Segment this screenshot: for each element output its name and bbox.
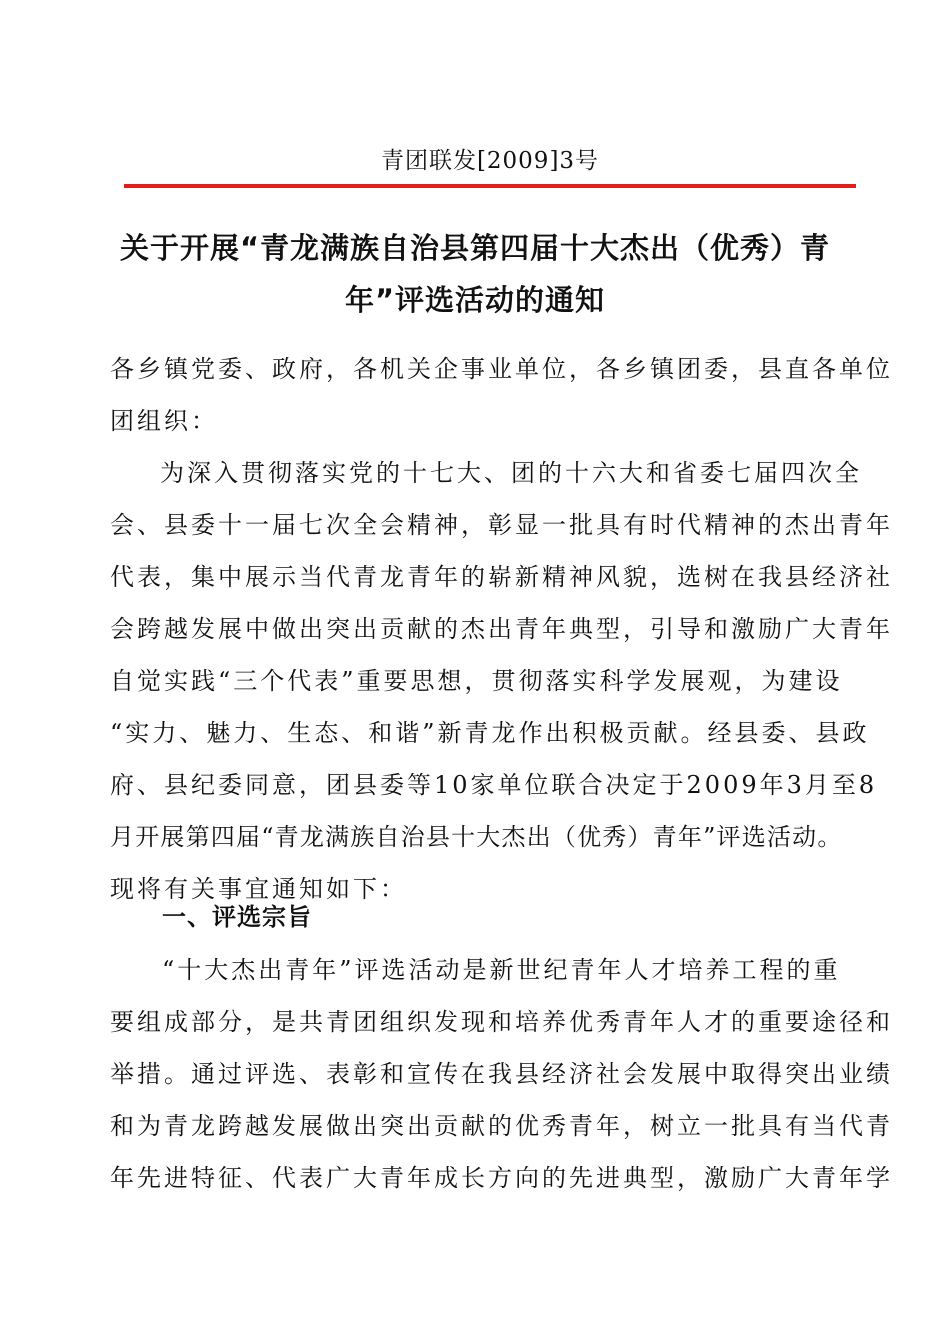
- title-line: 年”评选活动的通知: [344, 283, 606, 317]
- paragraph-line: 要组成部分，是共青团组织发现和培养优秀青年人才的重要途径和: [110, 1008, 893, 1036]
- addressee-line: 团组织：: [110, 407, 218, 435]
- paragraph-line: “十大杰出青年”评选活动是新世纪青年人才培养工程的重: [162, 956, 841, 984]
- paragraph-line: 自觉实践“三个代表”重要思想，贯彻落实科学发展观，为建设: [110, 667, 843, 695]
- paragraph-line: 月开展第四届“青龙满族自治县十大杰出（优秀）青年”评选活动。: [110, 823, 843, 851]
- paragraph-line: 代表，集中展示当代青龙青年的崭新精神风貌，选树在我县经济社: [110, 563, 893, 591]
- paragraph-line: 年先进特征、代表广大青年成长方向的先进典型，激励广大青年学: [110, 1164, 893, 1192]
- addressee-block: [110, 343, 893, 447]
- paragraph-line: 会跨越发展中做出突出贡献的杰出青年典型，引导和激励广大青年: [110, 615, 893, 643]
- red-divider-rule: [124, 184, 856, 188]
- paragraph-line: 府、县纪委同意，团县委等10家单位联合决定于2009年3月至8: [110, 771, 878, 799]
- paragraph-line: 现将有关事宜通知如下：: [110, 875, 407, 903]
- paragraph-line: 为深入贯彻落实党的十七大、团的十六大和省委七届四次全: [160, 459, 862, 487]
- paragraph-line: 和为青龙跨越发展做出突出贡献的优秀青年，树立一批具有当代青: [110, 1112, 893, 1140]
- title-line: 关于开展“青龙满族自治县第四届十大杰出（优秀）青: [119, 231, 831, 265]
- document-title: [100, 222, 850, 326]
- paragraph-intro: [110, 447, 893, 915]
- paragraph-purpose: [110, 944, 893, 1204]
- document-number: 青团联发[2009]3号: [380, 148, 600, 174]
- paragraph-line: “实力、魅力、生态、和谐”新青龙作出积极贡献。经县委、县政: [110, 719, 870, 747]
- paragraph-line: 会、县委十一届七次全会精神，彰显一批具有时代精神的杰出青年: [110, 511, 893, 539]
- section-heading-purpose: 一、评选宗旨: [162, 903, 312, 931]
- addressee-line: 各乡镇党委、政府，各机关企事业单位，各乡镇团委，县直各单位: [110, 355, 893, 383]
- paragraph-line: 举措。通过评选、表彰和宣传在我县经济社会发展中取得突出业绩: [110, 1060, 893, 1088]
